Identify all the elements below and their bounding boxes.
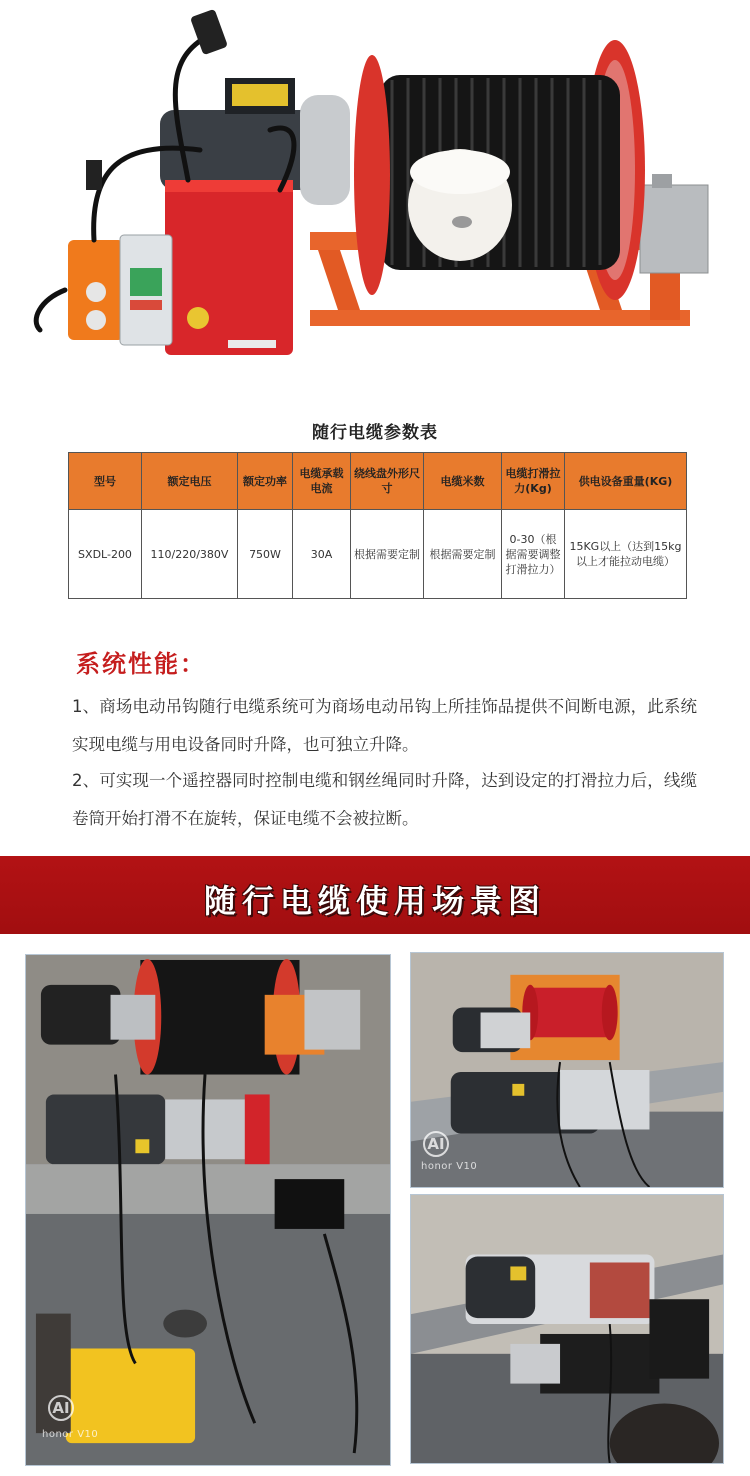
header-reel-size: 绕线盘外形尺寸 [351, 453, 424, 510]
header-slip-force: 电缆打滑拉力(Kg) [502, 453, 565, 510]
watermark-text: honor V10 [421, 1161, 478, 1172]
watermark-text: honor V10 [42, 1429, 99, 1440]
cell-equipment-weight: 15KG以上（达到15kg以上才能拉动电缆） [565, 510, 687, 599]
cell-cable-length: 根据需要定制 [424, 510, 502, 599]
header-model: 型号 [69, 453, 142, 510]
table-header-row [69, 453, 687, 510]
cell-rated-power: 750W [238, 510, 293, 599]
performance-paragraph-2: 2、可实现一个遥控器同时控制电缆和钢丝绳同时升降，达到设定的打滑拉力后，线缆卷筒开始打滑不在旋转，保证电缆不会被拉断。 [72, 771, 697, 828]
cell-slip-force: 0-30（根据需要调整打滑拉力） [502, 510, 565, 599]
scene-photo-2-illustration [411, 953, 723, 1187]
product-photo [0, 0, 750, 390]
cell-cable-current: 30A [293, 510, 351, 599]
performance-heading: 系统性能： [76, 650, 206, 678]
table-row [69, 510, 687, 599]
cell-rated-voltage: 110/220/380V [142, 510, 238, 599]
header-equipment-weight: 供电设备重量(KG) [565, 453, 687, 510]
performance-paragraph-1: 1、商场电动吊钩随行电缆系统可为商场电动吊钩上所挂饰品提供不间断电源，此系统实现电缆与用电设备同时升降，也可独立升降。 [72, 697, 697, 754]
cell-model: SXDL-200 [69, 510, 142, 599]
scene-photo-2 [410, 952, 724, 1188]
scene-photo-3 [410, 1194, 724, 1464]
scene-photo-3-illustration [411, 1195, 723, 1463]
header-rated-power: 额定功率 [238, 453, 293, 510]
scene-banner-title: 随行电缆使用场景图 [203, 882, 546, 920]
scene-banner [0, 856, 750, 934]
header-cable-current: 电缆承载电流 [293, 453, 351, 510]
header-cable-length: 电缆米数 [424, 453, 502, 510]
spec-table-title: 随行电缆参数表 [312, 423, 438, 443]
watermark-logo: AI [48, 1395, 74, 1421]
cable-reel-illustration [0, 0, 750, 390]
header-rated-voltage: 额定电压 [142, 453, 238, 510]
scene-photo-1 [25, 954, 391, 1466]
scene-photo-1-illustration [26, 955, 390, 1465]
watermark-logo: AI [423, 1131, 449, 1157]
spec-table [68, 452, 687, 599]
cell-reel-size: 根据需要定制 [351, 510, 424, 599]
